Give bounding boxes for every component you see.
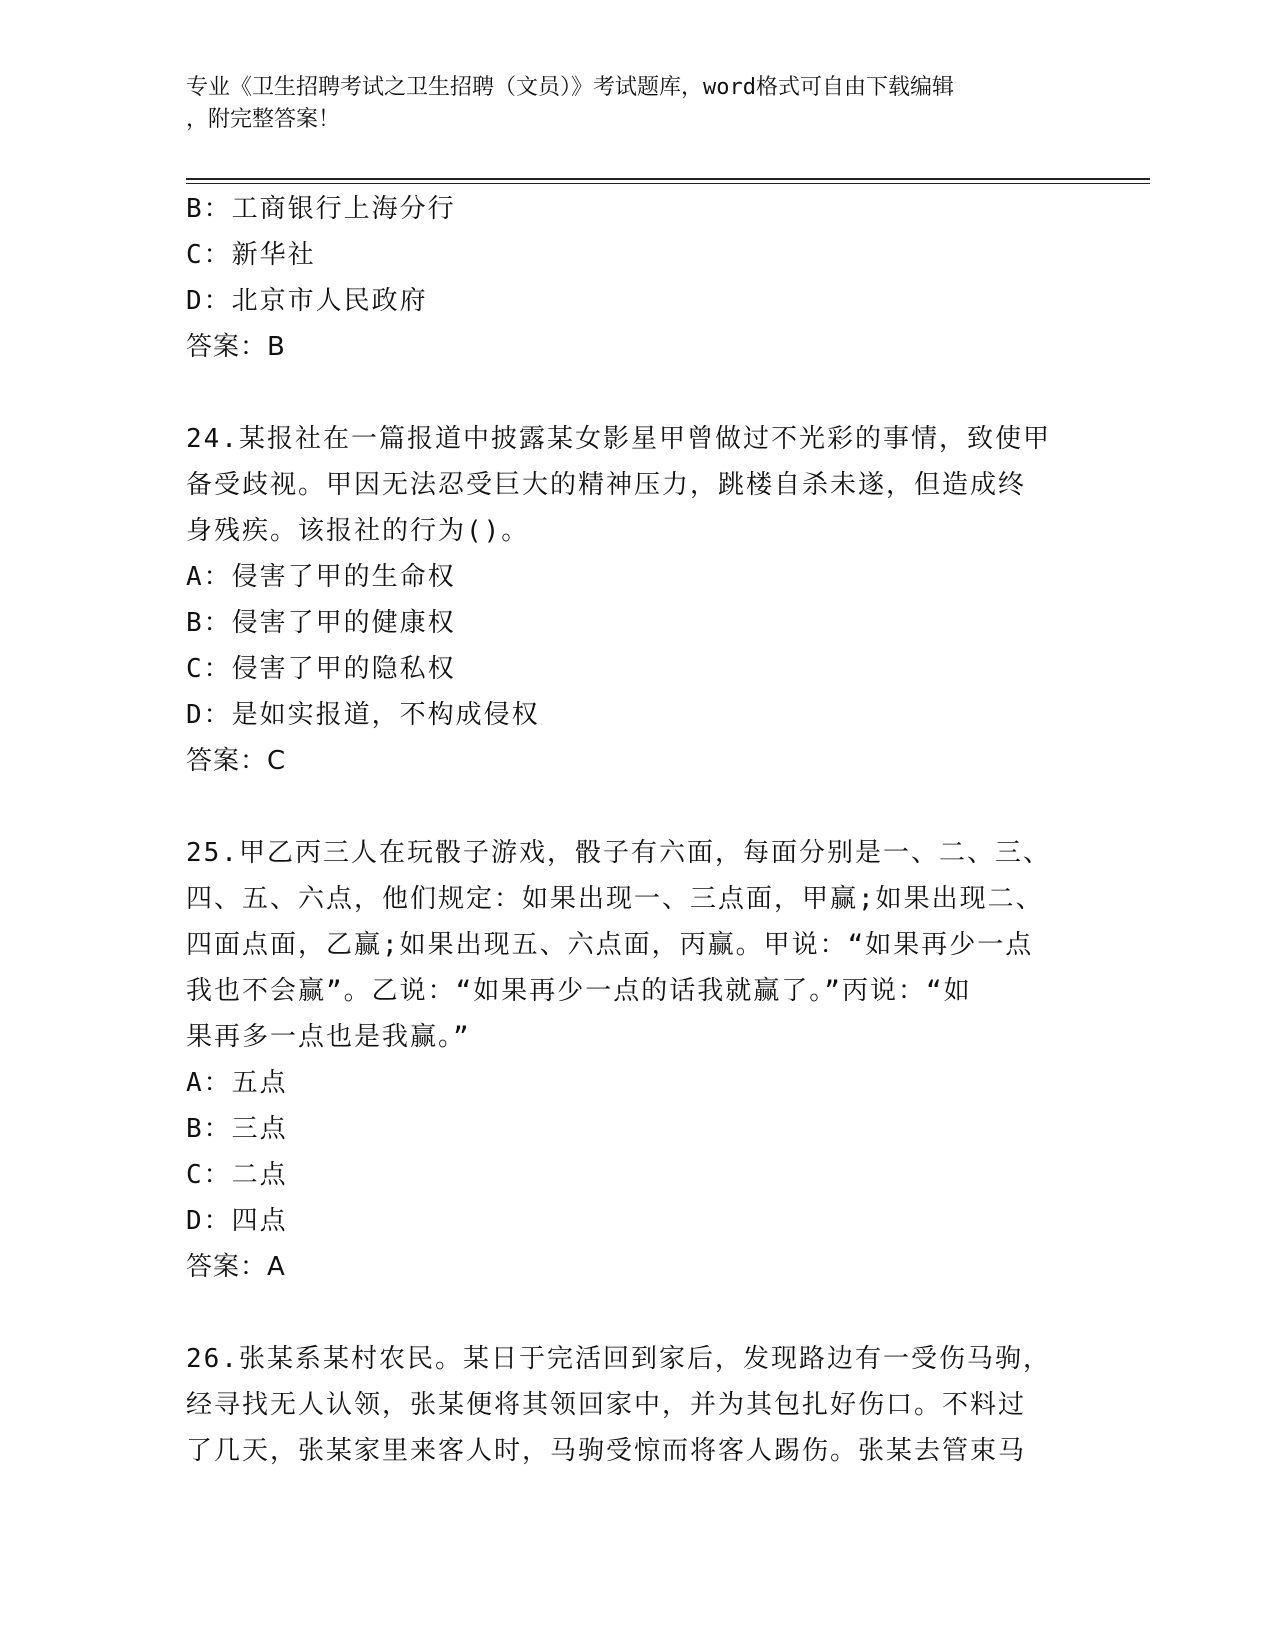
question-stem-line: 四、五、六点，他们规定：如果出现一、三点面，甲赢;如果出现二、 [186, 884, 1044, 914]
header-line-1: 专业《卫生招聘考试之卫生招聘（文员）》考试题库，word格式可自由下载编辑 [186, 75, 954, 100]
answer: 答案：B [186, 332, 286, 362]
question-stem-line: 24.某报社在一篇报道中披露某女影星甲曾做过不光彩的事情，致使甲 [186, 424, 1051, 454]
question-stem-line: 备受歧视。甲因无法忍受巨大的精神压力，跳楼自杀未遂，但造成终 [186, 470, 1027, 500]
option-d: D：是如实报道，不构成侵权 [186, 700, 540, 730]
header-divider-thin [186, 183, 1150, 184]
question-stem-line: 26.张某系某村农民。某日于完活回到家后，发现路边有一受伤马驹， [186, 1344, 1051, 1374]
option-b: B：三点 [186, 1114, 288, 1144]
question-26 [186, 1336, 1086, 1474]
question-stem-line: 身残疾。该报社的行为()。 [186, 516, 530, 546]
question-stem-line: 果再多一点也是我赢。” [186, 1022, 471, 1052]
answer: 答案：A [186, 1252, 286, 1282]
option-d: D：四点 [186, 1206, 288, 1236]
option-c: C：二点 [186, 1160, 288, 1190]
question-stem-line: 了几天，张某家里来客人时，马驹受惊而将客人踢伤。张某去管束马 [186, 1436, 1027, 1466]
question-24 [186, 416, 1086, 784]
question-content [186, 186, 1086, 1474]
question-stem-line: 四面点面，乙赢;如果出现五、六点面，丙赢。甲说：“如果再少一点 [186, 930, 1034, 960]
option-a: A：侵害了甲的生命权 [186, 562, 456, 592]
header-divider [186, 178, 1150, 180]
question-stem-line: 25.甲乙丙三人在玩骰子游戏，骰子有六面，每面分别是一、二、三、 [186, 838, 1051, 868]
document-header [186, 72, 1066, 136]
question-stem-line: 我也不会赢”。乙说：“如果再少一点的话我就赢了。”丙说：“如 [186, 976, 972, 1006]
option-d: D：北京市人民政府 [186, 286, 428, 316]
question-23-tail [186, 186, 1086, 370]
question-stem-line: 经寻找无人认领，张某便将其领回家中，并为其包扎好伤口。不料过 [186, 1390, 1027, 1420]
option-c: C：侵害了甲的隐私权 [186, 654, 456, 684]
answer: 答案：C [186, 746, 287, 776]
option-c: C：新华社 [186, 240, 316, 270]
question-25 [186, 830, 1086, 1290]
option-b: B：工商银行上海分行 [186, 194, 456, 224]
header-line-2: ，附完整答案！ [186, 107, 341, 132]
option-b: B：侵害了甲的健康权 [186, 608, 456, 638]
option-a: A：五点 [186, 1068, 288, 1098]
